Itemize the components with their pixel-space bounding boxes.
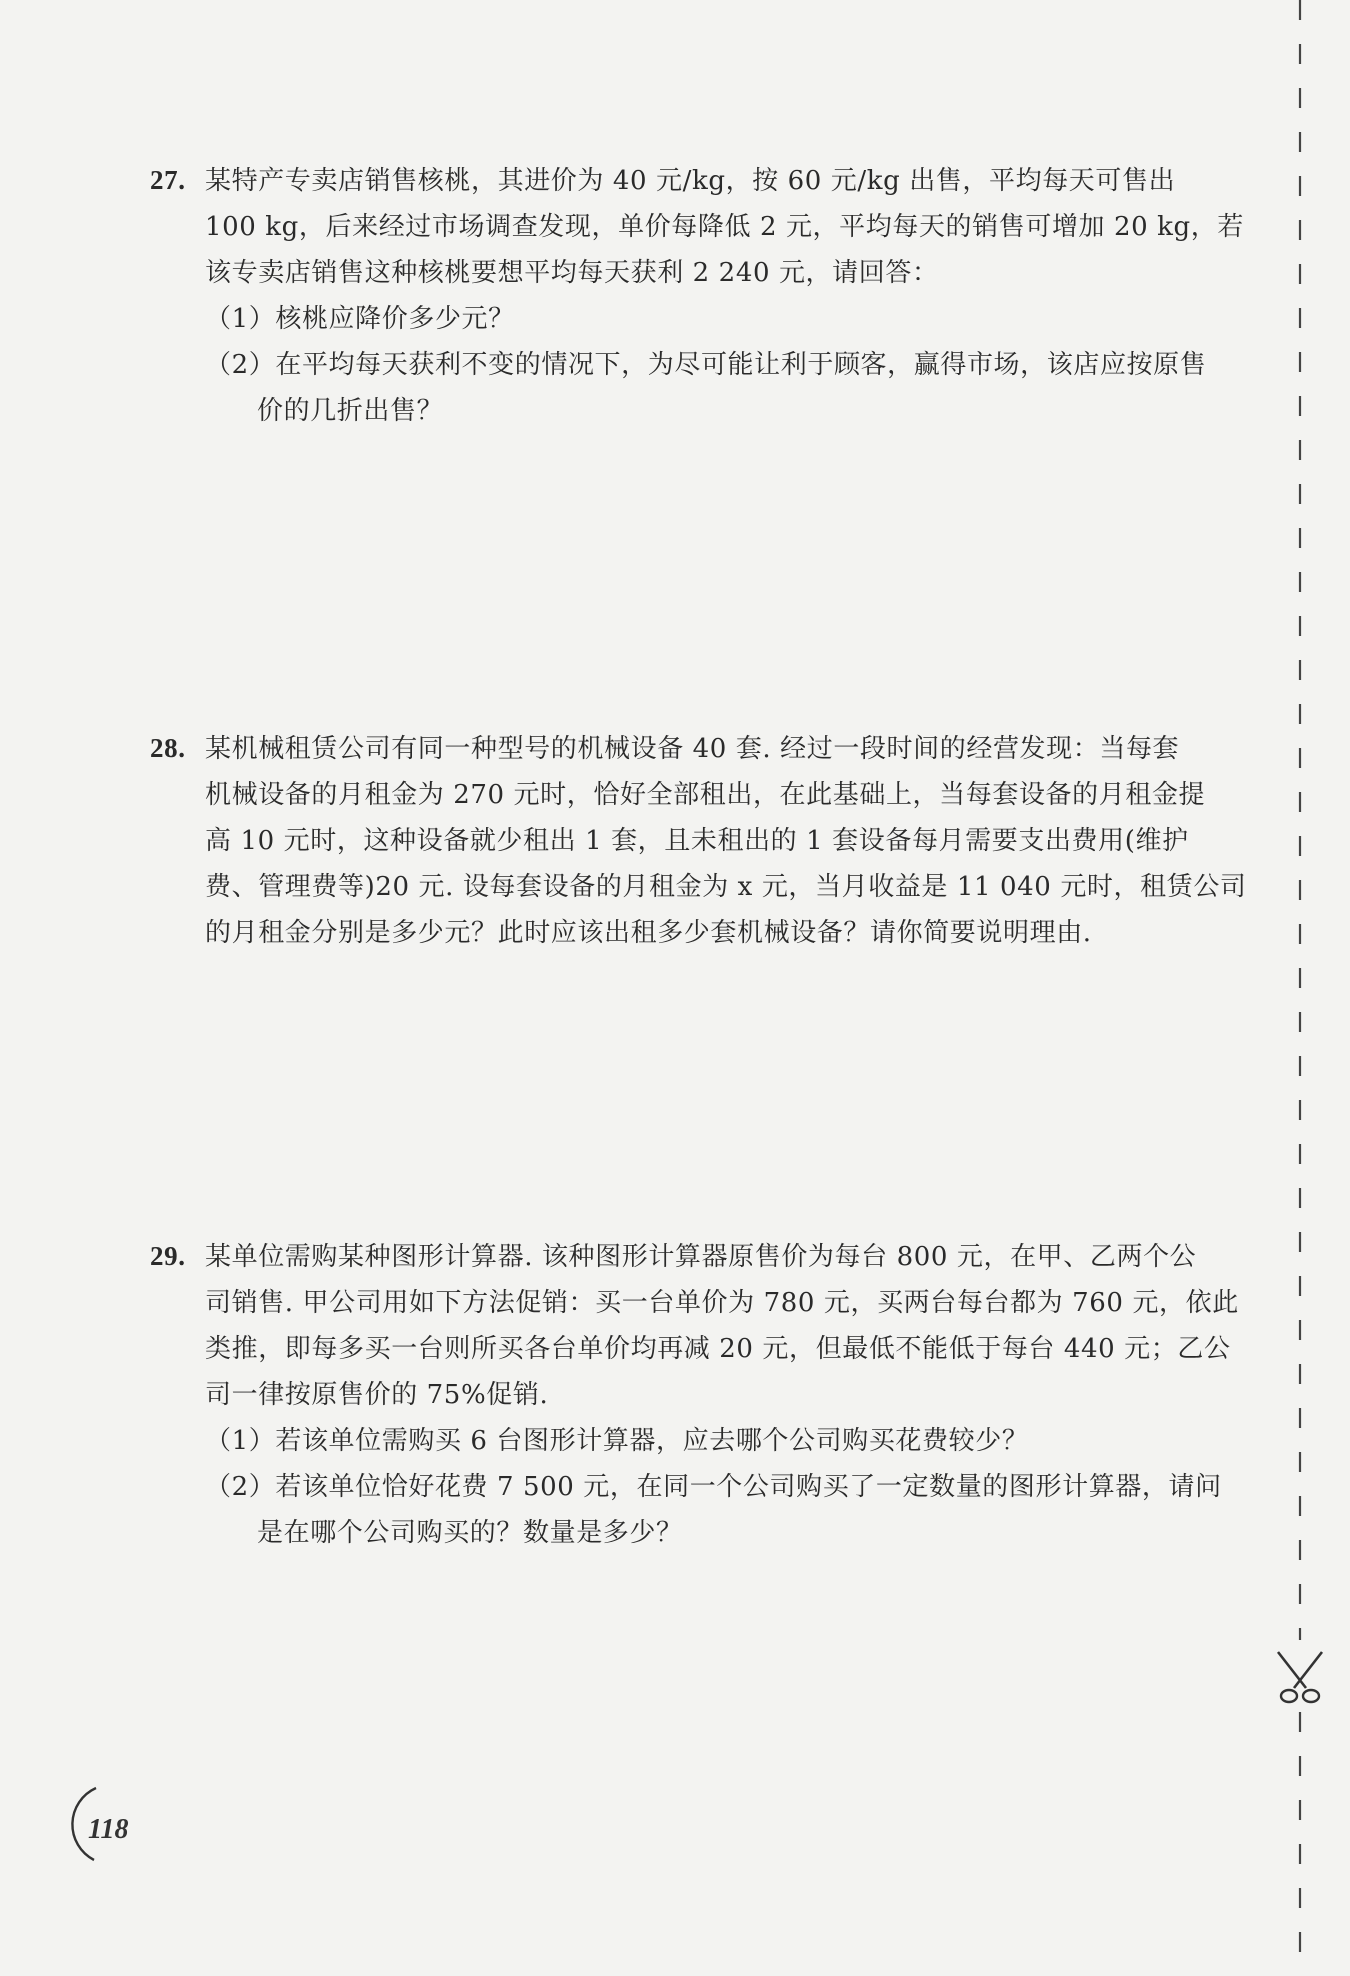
problem-28 xyxy=(150,725,1247,956)
sub-question-1: （1）若该单位需购买 6 台图形计算器，应去哪个公司购买花费较少？ xyxy=(205,1426,1029,1456)
problem-29 xyxy=(150,1233,1239,1556)
problem-number: 27. xyxy=(150,165,186,195)
problem-line: 类推，即每多买一台则所买各台单价均再减 20 元，但最低不能低于每台 440 元；乙公 xyxy=(205,1334,1231,1364)
problem-line: 司一律按原售价的 75%促销. xyxy=(205,1380,549,1410)
sub-question-2-cont: 是在哪个公司购买的？数量是多少？ xyxy=(257,1518,683,1548)
problem-line: 29. 某单位需购某种图形计算器. 该种图形计算器原售价为每台 800 元，在甲、乙两个公 xyxy=(150,1233,1230,1280)
sub-question-2-cont: 价的几折出售？ xyxy=(257,396,444,426)
problem-line: 高 10 元时，这种设备就少租出 1 套，且未租出的 1 套设备每月需要支出费用(维护 xyxy=(205,826,1189,856)
problem-line: 100 kg，后来经过市场调查发现，单价每降低 2 元，平均每天的销售可增加 20 kg，若 xyxy=(205,212,1244,242)
page-number-text: 118 xyxy=(88,1814,129,1845)
sub-question-2: （2）若该单位恰好花费 7 500 元，在同一个公司购买了一定数量的图形计算器，请问 xyxy=(205,1472,1222,1502)
problem-27 xyxy=(150,157,1244,434)
sub-question-1: （1）核桃应降价多少元？ xyxy=(205,304,515,334)
problem-line: 机械设备的月租金为 270 元时，恰好全部租出，在此基础上，当每套设备的月租金提 xyxy=(205,780,1206,810)
problem-line: 的月租金分别是多少元？此时应该出租多少套机械设备？请你简要说明理由. xyxy=(205,918,1092,948)
page-number xyxy=(58,1784,168,1864)
problem-line: 该专卖店销售这种核桃要想平均每天获利 2 240 元，请回答： xyxy=(205,258,939,288)
problem-line: 27. 某特产专卖店销售核桃，其进价为 40 元/kg，按 60 元/kg 出售，平均每天可售出 xyxy=(150,157,1230,204)
problem-line: 费、管理费等)20 元. 设每套设备的月租金为 x 元，当月收益是 11 040 元时，租赁公司 xyxy=(205,872,1247,902)
problem-line: 28. 某机械租赁公司有同一种型号的机械设备 40 套. 经过一段时间的经营发现：当每套 xyxy=(150,725,1230,772)
problem-number: 29. xyxy=(150,1241,186,1271)
sub-question-2: （2）在平均每天获利不变的情况下，为尽可能让利于顾客，赢得市场，该店应按原售 xyxy=(205,350,1207,380)
problem-line: 司销售. 甲公司用如下方法促销：买一台单价为 780 元，买两台每台都为 760 元，依此 xyxy=(205,1288,1239,1318)
problem-number: 28. xyxy=(150,733,186,763)
scissors-icon xyxy=(1272,1648,1328,1708)
